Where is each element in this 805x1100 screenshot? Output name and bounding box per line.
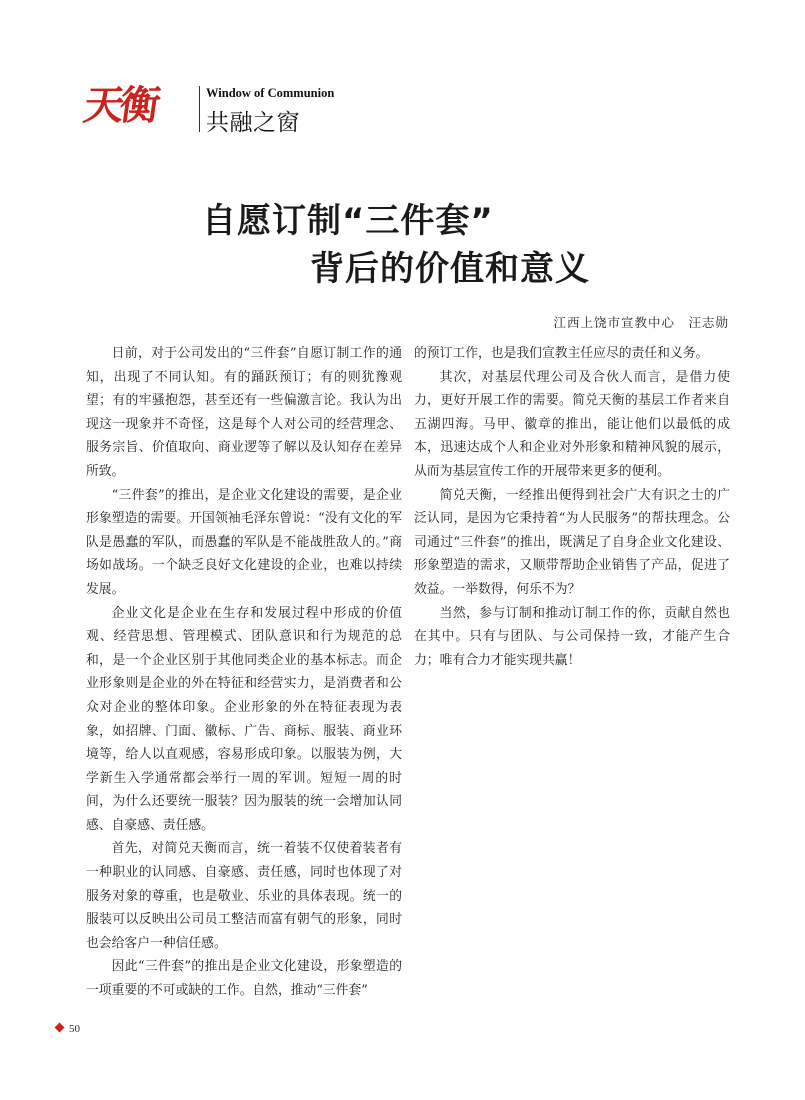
article-byline: 江西上饶市宣教中心 汪志勋 [553, 315, 729, 330]
paragraph: 当然，参与订制和推动订制工作的你，贡献自然也在其中。只有与团队、与公司保持一致，才能产生合力；唯有合力才能实现共赢！ [414, 605, 730, 668]
paragraph: 其次，对基层代理公司及合伙人而言，是借力使力，更好开展工作的需要。简兑天衡的基层工作者来自五湖四海。马甲、徽章的推出，能让他们以最低的成本，迅速达成个人和企业对外形象和精神风貌的展示，从而为基层宣传工作的开展带来更多的便利。 [414, 369, 730, 479]
paragraph: 因此“三件套”的推出是企业文化建设，形象塑造的一项重要的不可或缺的工作。自然，推动“三件套” [86, 959, 402, 999]
page-number: 50 [69, 1023, 80, 1035]
brand-logo: 天衡 [80, 82, 160, 129]
body-column-left [86, 342, 402, 1003]
paragraph: 的预订工作，也是我们宣教主任应尽的责任和义务。 [414, 346, 709, 361]
paragraph: 日前，对于公司发出的“三件套”自愿订制工作的通知，出现了不同认知。有的踊跃预订；有的则犹豫观望；有的牢骚抱怨，甚至还有一些偏激言论。我认为出现这一现象并不奇怪，这是每个人对公司的经营理念、服务宗旨、价值取向、商业逻等了解以及认知存在差异所致。 [86, 346, 402, 479]
paragraph: “三件套”的推出，是企业文化建设的需要，是企业形象塑造的需要。开国领袖毛泽东曾说：“没有文化的军队是愚蠢的军队，而愚蠢的军队是不能战胜敌人的。”商场如战场。一个缺乏良好文化建设的企业，也难以持续发展。 [86, 487, 402, 597]
paragraph: 简兑天衡，一经推出便得到社会广大有识之士的广泛认同，是因为它秉持着“为人民服务”的帮扶理念。公司通过“三件套”的推出，既满足了自身企业文化建设、形象塑造的需求，又顺带帮助企业销售了产品，促进了效益。一举数得，何乐不为？ [414, 487, 730, 597]
diamond-icon [55, 1023, 65, 1033]
header-divider [199, 86, 200, 132]
column-name-chinese: 共融之窗 [206, 110, 300, 136]
paragraph: 首先，对简兑天衡而言，统一着装不仅使着装者有一种职业的认同感、自豪感、责任感，同时也体现了对服务对象的尊重，也是敬业、乐业的具体表现。统一的服装可以反映出公司员工整洁而富有朝气的形象，同时也会给客户一种信任感。 [86, 841, 402, 951]
column-name-english: Window of Communion [206, 86, 335, 100]
paragraph: 企业文化是企业在生存和发展过程中形成的价值观、经营思想、管理模式、团队意识和行为规范的总和，是一个企业区别于其他同类企业的基本标志。而企业形象则是企业的外在特征和经营实力，是消费者和公众对企业的整体印象。企业形象的外在特征表现为表象，如招牌、门面、徽标、广告、商标、服装、商业环境等，给人以直观感，容易形成印象。以服装为例，大学新生入学通常都会举行一周的军训。短短一周的时间，为什么还要统一服装？因为服装的统一会增加认同感、自豪感、责任感。 [86, 605, 402, 833]
article-title-line-2: 背后的价值和意义 [310, 249, 590, 289]
page-footer [56, 1023, 80, 1035]
column-header [80, 80, 404, 140]
article-title-line-1: 自愿订制“三件套” [202, 201, 494, 241]
body-column-right [414, 342, 730, 672]
